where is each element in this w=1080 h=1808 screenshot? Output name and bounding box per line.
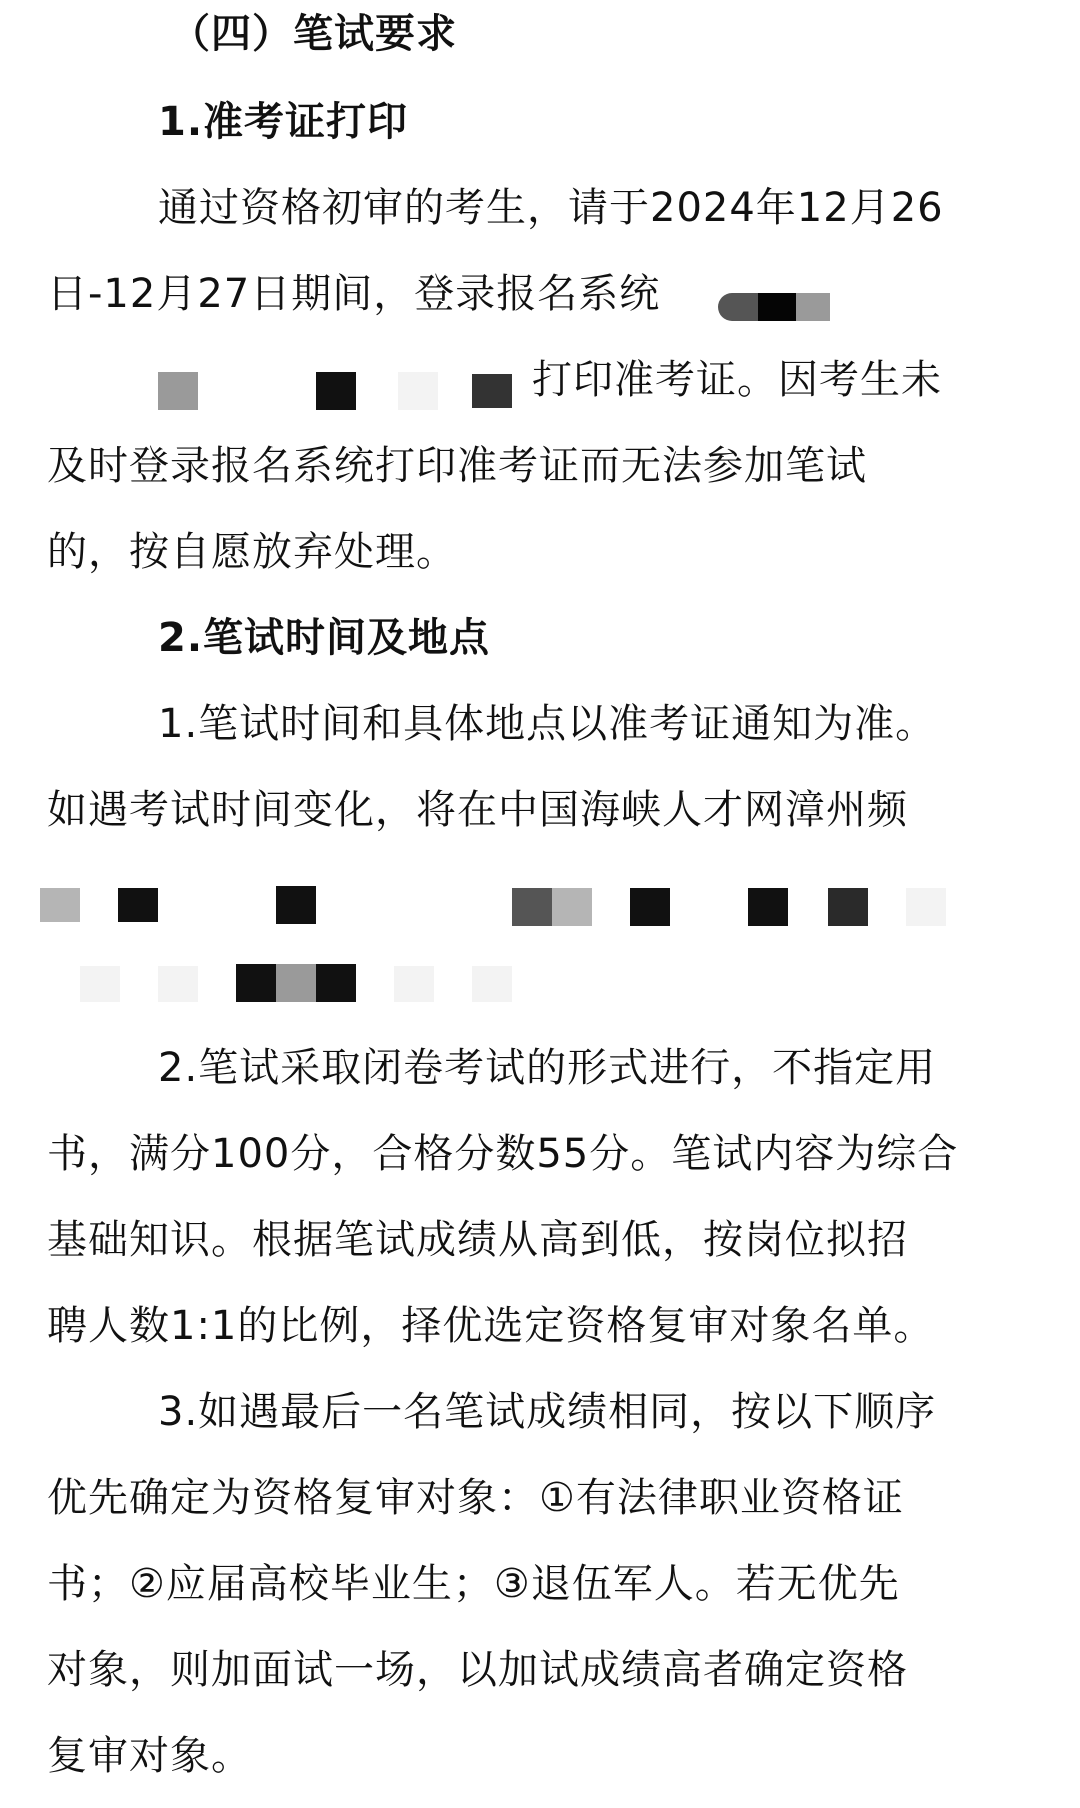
paragraph-line: 书，满分100分，合格分数55分。笔试内容为综合 xyxy=(47,1131,959,1177)
section-title: （四）笔试要求 xyxy=(170,11,457,57)
paragraph-line: 1.笔试时间和具体地点以准考证通知为准。 xyxy=(158,701,937,747)
redaction-mark xyxy=(718,293,758,321)
redaction-mark xyxy=(158,966,198,1002)
redaction-mark xyxy=(80,966,120,1002)
redaction-mark xyxy=(828,888,868,926)
paragraph-line: 的，按自愿放弃处理。 xyxy=(47,529,457,575)
redaction-mark xyxy=(118,888,158,922)
redaction-mark xyxy=(40,888,80,922)
redaction-mark xyxy=(158,372,198,410)
redaction-mark xyxy=(316,372,356,410)
redaction-mark xyxy=(796,293,830,321)
paragraph-line: 聘人数1:1的比例，择优选定资格复审对象名单。 xyxy=(47,1303,935,1349)
redaction-mark xyxy=(398,372,438,410)
redaction-mark xyxy=(394,966,434,1002)
paragraph-line: 3.如遇最后一名笔试成绩相同，按以下顺序 xyxy=(158,1389,937,1435)
redaction-mark xyxy=(512,888,552,926)
paragraph-line: 基础知识。根据笔试成绩从高到低，按岗位拟招 xyxy=(47,1217,908,1263)
redaction-mark xyxy=(276,964,316,1002)
paragraph-line: 如遇考试时间变化，将在中国海峡人才网漳州频 xyxy=(47,787,908,833)
paragraph-line: 书；②应届高校毕业生；③退伍军人。若无优先 xyxy=(47,1561,900,1607)
redaction-mark xyxy=(472,966,512,1002)
subsection-title-exam-time-place: 2.笔试时间及地点 xyxy=(158,615,491,661)
redaction-mark xyxy=(630,888,670,926)
paragraph-line: 日-12月27日期间，登录报名系统 xyxy=(47,271,661,317)
paragraph-line: 对象，则加面试一场，以加试成绩高者确定资格 xyxy=(47,1647,908,1693)
paragraph-line: 2.笔试采取闭卷考试的形式进行，不指定用 xyxy=(158,1045,937,1091)
paragraph-line: 复审对象。 xyxy=(47,1733,252,1779)
redaction-mark xyxy=(236,964,276,1002)
paragraph-line: 及时登录报名系统打印准考证而无法参加笔试 xyxy=(47,443,867,489)
redaction-mark xyxy=(276,886,316,924)
paragraph-line: 优先确定为资格复审对象：①有法律职业资格证 xyxy=(47,1475,904,1521)
redaction-mark xyxy=(748,888,788,926)
paragraph-line: 通过资格初审的考生，请于2024年12月26 xyxy=(158,185,944,231)
redaction-mark xyxy=(552,888,592,926)
paragraph-line: 打印准考证。因考生未 xyxy=(532,357,942,403)
redaction-mark xyxy=(316,964,356,1002)
redaction-mark xyxy=(472,374,512,408)
redaction-mark xyxy=(758,293,796,321)
subsection-title-admission-ticket: 1.准考证打印 xyxy=(158,99,409,145)
redaction-mark xyxy=(906,888,946,926)
